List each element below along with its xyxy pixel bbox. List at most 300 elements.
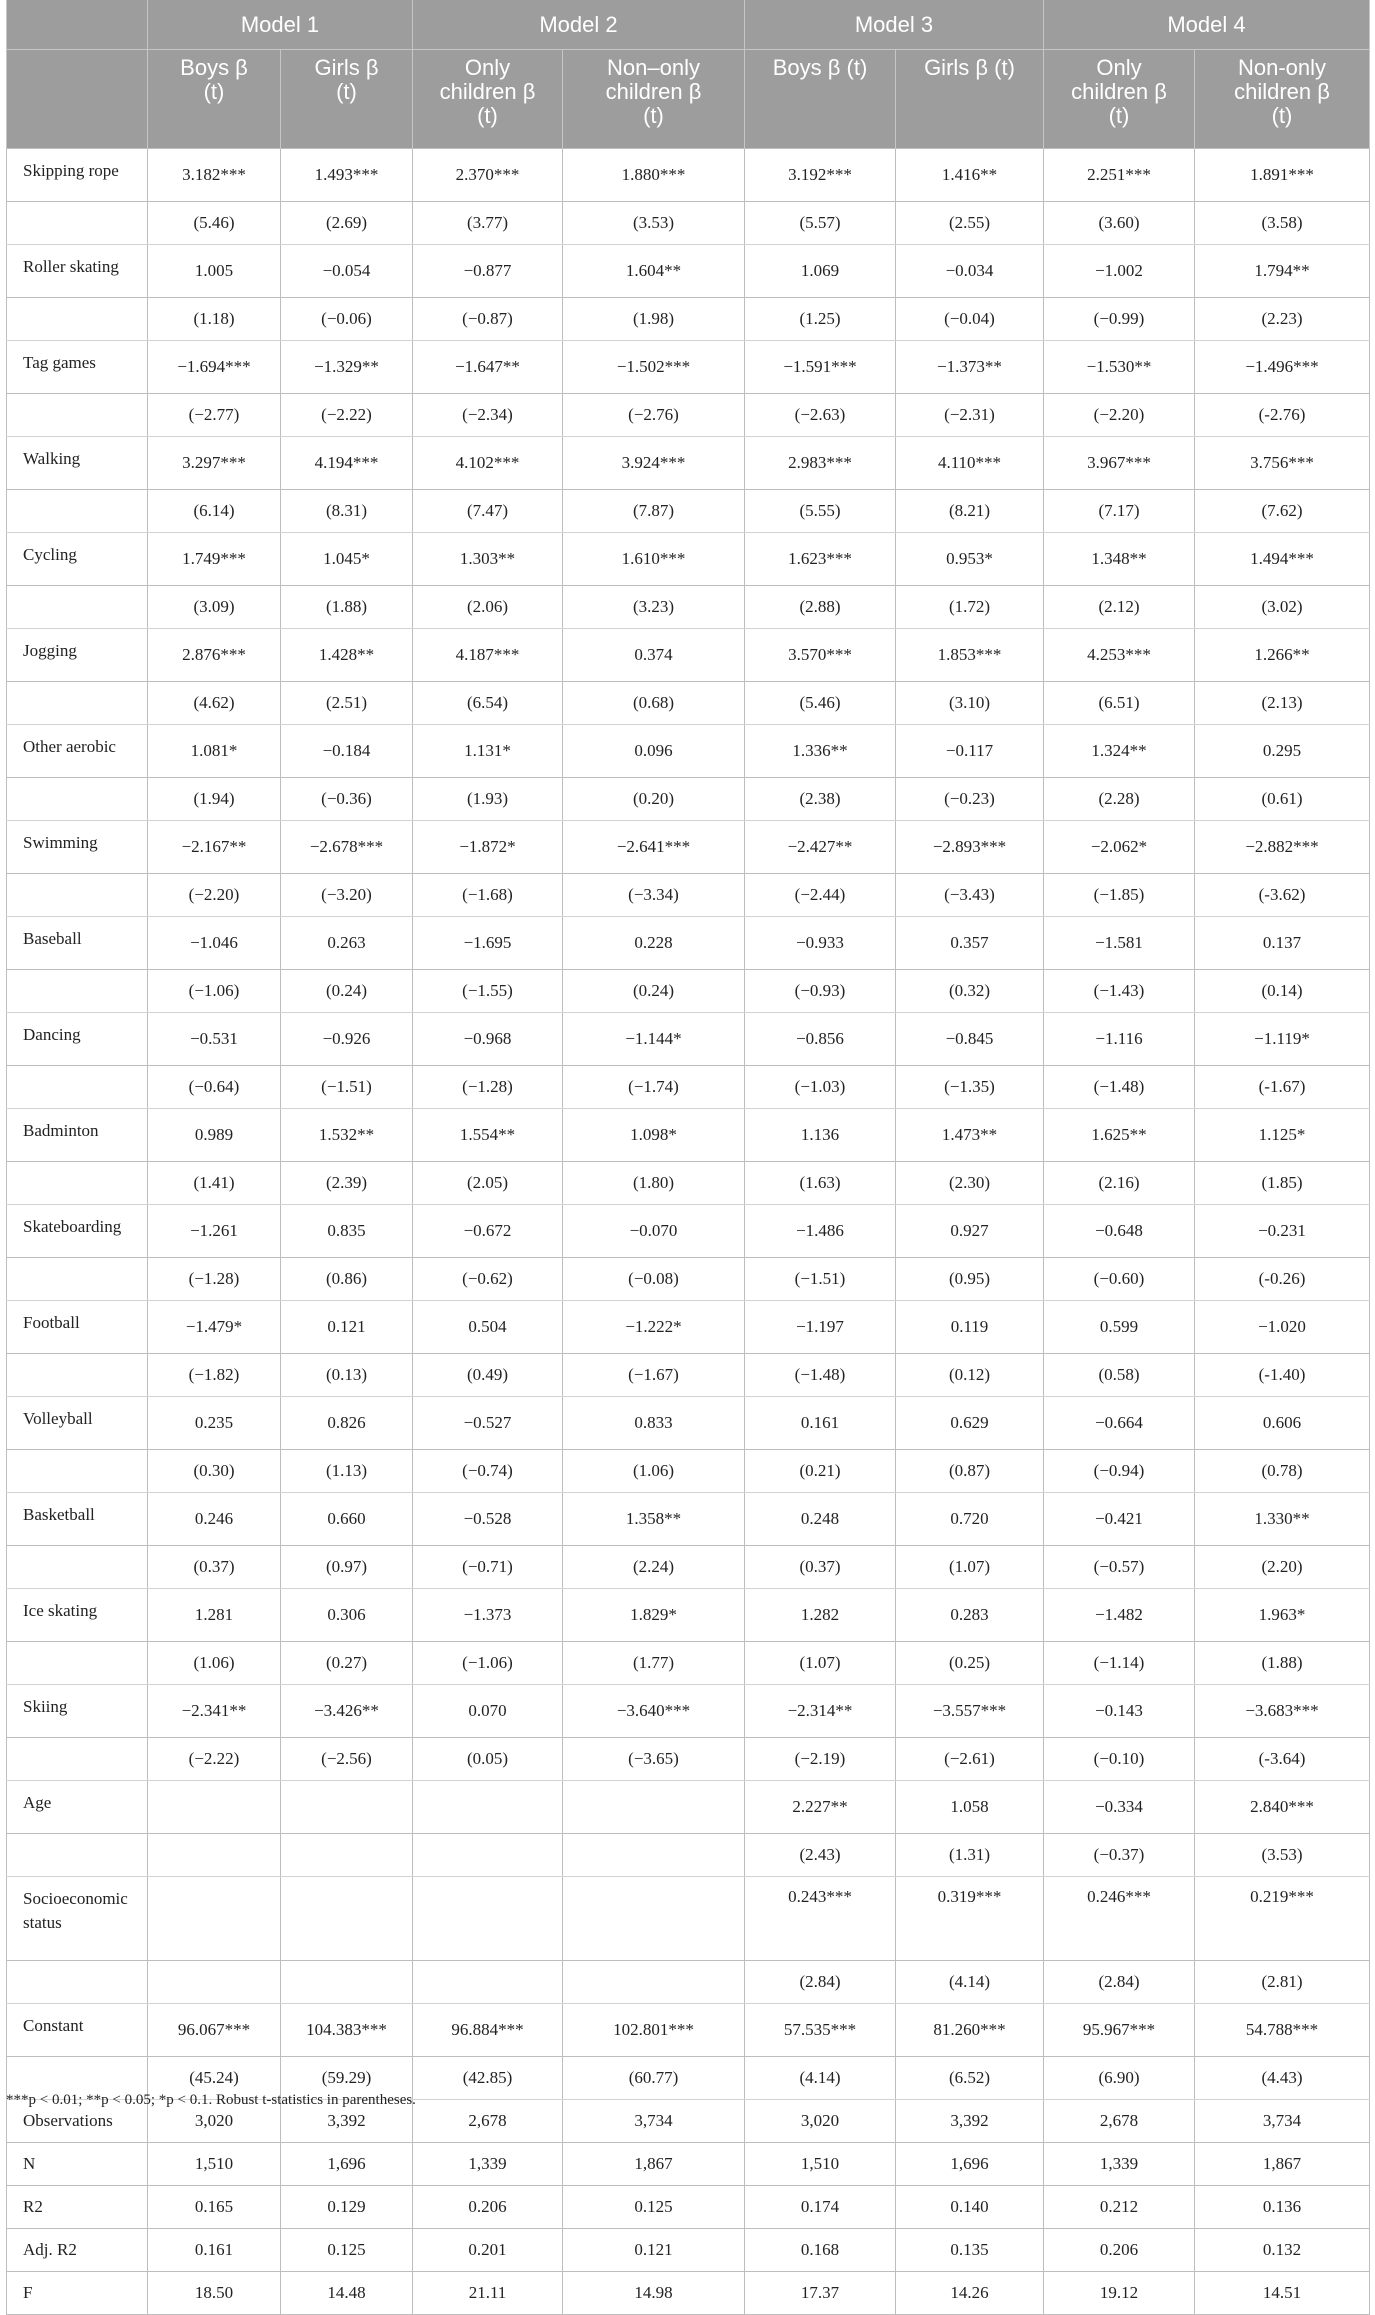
coefficient-cell: −2.314** <box>745 1685 896 1738</box>
t-stat-cell: (4.14) <box>896 1961 1044 2004</box>
coefficient-cell: 0.989 <box>148 1109 281 1162</box>
t-stat-cell: (1.07) <box>896 1546 1044 1589</box>
t-stat-cell: (−0.99) <box>1044 298 1195 341</box>
coefficient-cell: 1.266** <box>1195 629 1370 682</box>
coefficient-cell: −0.926 <box>281 1013 413 1066</box>
blank-cell <box>7 778 148 821</box>
blank-cell <box>7 1834 148 1877</box>
coefficient-cell <box>413 1877 563 1961</box>
stat-cell: 0.121 <box>563 2229 745 2272</box>
row-label: F <box>7 2272 148 2315</box>
coefficient-cell: −0.527 <box>413 1397 563 1450</box>
t-stat-cell: (−2.22) <box>281 394 413 437</box>
corner-cell <box>7 0 148 50</box>
coefficient-cell <box>563 1781 745 1834</box>
coefficient-cell: −2.882*** <box>1195 821 1370 874</box>
coefficient-cell: −1.046 <box>148 917 281 970</box>
coefficient-cell: −0.334 <box>1044 1781 1195 1834</box>
coefficient-cell: −0.231 <box>1195 1205 1370 1258</box>
blank-cell <box>7 1162 148 1205</box>
coefficient-cell <box>413 1781 563 1834</box>
t-stat-cell: (0.21) <box>745 1450 896 1493</box>
t-stat-cell: (−2.63) <box>745 394 896 437</box>
row-label: N <box>7 2143 148 2186</box>
t-stat-cell: (42.85) <box>413 2057 563 2100</box>
row-label: Age <box>7 1781 148 1834</box>
t-stat-row <box>7 1642 1370 1685</box>
t-stat-cell: (4.43) <box>1195 2057 1370 2100</box>
subheader-row <box>7 50 1370 149</box>
coefficient-cell: −1.261 <box>148 1205 281 1258</box>
coefficient-row <box>7 1685 1370 1738</box>
t-stat-cell: (2.38) <box>745 778 896 821</box>
blank-cell <box>7 298 148 341</box>
coefficient-cell: 1.125* <box>1195 1109 1370 1162</box>
t-stat-row <box>7 586 1370 629</box>
t-stat-cell: (3.53) <box>563 202 745 245</box>
coefficient-cell: −2.341** <box>148 1685 281 1738</box>
t-stat-cell: (0.95) <box>896 1258 1044 1301</box>
t-stat-cell: (0.05) <box>413 1738 563 1781</box>
coefficient-cell: −2.167** <box>148 821 281 874</box>
stat-cell: 21.11 <box>413 2272 563 2315</box>
stat-cell: 1,510 <box>148 2143 281 2186</box>
t-stat-cell: (3.23) <box>563 586 745 629</box>
coefficient-cell: 0.660 <box>281 1493 413 1546</box>
coefficient-cell: 0.235 <box>148 1397 281 1450</box>
t-stat-cell: (0.20) <box>563 778 745 821</box>
t-stat-cell: (7.47) <box>413 490 563 533</box>
coefficient-row <box>7 1205 1370 1258</box>
t-stat-cell: (6.52) <box>896 2057 1044 2100</box>
coefficient-cell: 1.131* <box>413 725 563 778</box>
t-stat-cell: (1.72) <box>896 586 1044 629</box>
coefficient-row <box>7 1493 1370 1546</box>
t-stat-row <box>7 970 1370 1013</box>
t-stat-cell: (2.23) <box>1195 298 1370 341</box>
t-stat-row <box>7 1450 1370 1493</box>
coefficient-cell: 1.829* <box>563 1589 745 1642</box>
model-3-header: Model 3 <box>745 0 1044 50</box>
coefficient-cell: 95.967*** <box>1044 2004 1195 2057</box>
t-stat-cell: (−1.14) <box>1044 1642 1195 1685</box>
t-stat-cell: (2.81) <box>1195 1961 1370 2004</box>
t-stat-row <box>7 394 1370 437</box>
t-stat-cell: (−1.28) <box>148 1258 281 1301</box>
t-stat-cell: (−1.28) <box>413 1066 563 1109</box>
t-stat-cell: (45.24) <box>148 2057 281 2100</box>
t-stat-cell: (−0.93) <box>745 970 896 1013</box>
stat-cell: 0.206 <box>413 2186 563 2229</box>
coefficient-cell: −0.531 <box>148 1013 281 1066</box>
coefficient-cell: −1.591*** <box>745 341 896 394</box>
coefficient-cell: −0.968 <box>413 1013 563 1066</box>
coefficient-cell: 1.416** <box>896 149 1044 202</box>
coefficient-cell: 1.098* <box>563 1109 745 1162</box>
blank-cell <box>7 1961 148 2004</box>
t-stat-cell <box>413 1961 563 2004</box>
coefficient-cell: 1.891*** <box>1195 149 1370 202</box>
coefficient-row <box>7 1397 1370 1450</box>
t-stat-cell: (1.07) <box>745 1642 896 1685</box>
coefficient-cell: 2.876*** <box>148 629 281 682</box>
coefficient-row <box>7 1109 1370 1162</box>
t-stat-cell: (0.68) <box>563 682 745 725</box>
t-stat-cell: (2.16) <box>1044 1162 1195 1205</box>
t-stat-cell: (2.51) <box>281 682 413 725</box>
blank-cell <box>7 394 148 437</box>
t-stat-cell: (5.57) <box>745 202 896 245</box>
coefficient-cell: −1.502*** <box>563 341 745 394</box>
t-stat-cell: (−0.57) <box>1044 1546 1195 1589</box>
blank-cell <box>7 1450 148 1493</box>
t-stat-cell: (2.55) <box>896 202 1044 245</box>
coefficient-cell <box>148 1781 281 1834</box>
row-label: Observations <box>7 2100 148 2143</box>
t-stat-cell: (1.06) <box>148 1642 281 1685</box>
stat-cell: 14.51 <box>1195 2272 1370 2315</box>
coefficient-cell: 1.428** <box>281 629 413 682</box>
coefficient-cell: −0.856 <box>745 1013 896 1066</box>
coefficient-cell: 3.297*** <box>148 437 281 490</box>
coefficient-cell: −2.427** <box>745 821 896 874</box>
t-stat-cell <box>413 1834 563 1877</box>
coefficient-cell: −2.678*** <box>281 821 413 874</box>
t-stat-cell: (3.58) <box>1195 202 1370 245</box>
coefficient-cell: 0.629 <box>896 1397 1044 1450</box>
coefficient-row <box>7 917 1370 970</box>
coefficient-row <box>7 437 1370 490</box>
row-label: Badminton <box>7 1109 148 1162</box>
stat-cell: 2,678 <box>1044 2100 1195 2143</box>
t-stat-cell: (60.77) <box>563 2057 745 2100</box>
stat-cell: 1,867 <box>563 2143 745 2186</box>
coefficient-cell: −1.020 <box>1195 1301 1370 1354</box>
stat-cell: 14.26 <box>896 2272 1044 2315</box>
t-stat-cell: (2.30) <box>896 1162 1044 1205</box>
row-label: R2 <box>7 2186 148 2229</box>
t-stat-cell: (7.87) <box>563 490 745 533</box>
coefficient-cell: 1.494*** <box>1195 533 1370 586</box>
coefficient-cell: −1.872* <box>413 821 563 874</box>
t-stat-cell: (0.24) <box>563 970 745 1013</box>
coefficient-cell: 3.924*** <box>563 437 745 490</box>
t-stat-cell: (−1.51) <box>745 1258 896 1301</box>
coefficient-cell: 0.306 <box>281 1589 413 1642</box>
coefficient-row <box>7 725 1370 778</box>
coefficient-cell: 1.554** <box>413 1109 563 1162</box>
subheader-cell: Non-only children β (t) <box>1195 50 1370 149</box>
coefficient-row <box>7 1781 1370 1834</box>
t-stat-row <box>7 298 1370 341</box>
t-stat-cell: (0.58) <box>1044 1354 1195 1397</box>
coefficient-cell: 1.330** <box>1195 1493 1370 1546</box>
t-stat-cell: (−2.61) <box>896 1738 1044 1781</box>
coefficient-cell: 4.187*** <box>413 629 563 682</box>
stat-row <box>7 2272 1370 2315</box>
stat-cell: 0.168 <box>745 2229 896 2272</box>
stat-cell: 1,510 <box>745 2143 896 2186</box>
stat-cell: 0.161 <box>148 2229 281 2272</box>
coefficient-cell: 0.137 <box>1195 917 1370 970</box>
t-stat-cell: (−0.64) <box>148 1066 281 1109</box>
coefficient-cell: 1.303** <box>413 533 563 586</box>
coefficient-cell: 102.801*** <box>563 2004 745 2057</box>
row-label: Skiing <box>7 1685 148 1738</box>
row-label: Dancing <box>7 1013 148 1066</box>
t-stat-cell: (−1.67) <box>563 1354 745 1397</box>
t-stat-row <box>7 1066 1370 1109</box>
t-stat-cell: (−3.65) <box>563 1738 745 1781</box>
t-stat-cell: (−0.94) <box>1044 1450 1195 1493</box>
t-stat-cell: (1.80) <box>563 1162 745 1205</box>
blank-cell <box>7 490 148 533</box>
t-stat-cell: (−2.20) <box>148 874 281 917</box>
coefficient-cell: 1.963* <box>1195 1589 1370 1642</box>
coefficient-cell: 57.535*** <box>745 2004 896 2057</box>
t-stat-cell: (0.32) <box>896 970 1044 1013</box>
stat-cell: 17.37 <box>745 2272 896 2315</box>
coefficient-cell: 1.625** <box>1044 1109 1195 1162</box>
stat-cell: 0.136 <box>1195 2186 1370 2229</box>
t-stat-cell: (-3.62) <box>1195 874 1370 917</box>
t-stat-cell: (−2.19) <box>745 1738 896 1781</box>
blank-cell <box>7 586 148 629</box>
row-label: Constant <box>7 2004 148 2057</box>
t-stat-cell: (−2.31) <box>896 394 1044 437</box>
coefficient-cell: 0.374 <box>563 629 745 682</box>
t-stat-cell: (2.28) <box>1044 778 1195 821</box>
t-stat-cell: (−2.22) <box>148 1738 281 1781</box>
t-stat-cell: (1.13) <box>281 1450 413 1493</box>
coefficient-cell: 1.282 <box>745 1589 896 1642</box>
coefficient-row <box>7 1301 1370 1354</box>
coefficient-cell: 2.370*** <box>413 149 563 202</box>
coefficient-cell: −0.143 <box>1044 1685 1195 1738</box>
coefficient-cell: 104.383*** <box>281 2004 413 2057</box>
stat-cell: 0.132 <box>1195 2229 1370 2272</box>
coefficient-cell: 0.283 <box>896 1589 1044 1642</box>
coefficient-cell: 1.493*** <box>281 149 413 202</box>
t-stat-cell <box>148 1961 281 2004</box>
coefficient-cell: 1.853*** <box>896 629 1044 682</box>
t-stat-cell: (−0.60) <box>1044 1258 1195 1301</box>
model-header-row <box>7 0 1370 50</box>
coefficient-cell: 0.243*** <box>745 1877 896 1961</box>
t-stat-row <box>7 778 1370 821</box>
coefficient-cell: 1.358** <box>563 1493 745 1546</box>
coefficient-cell: 0.835 <box>281 1205 413 1258</box>
coefficient-cell: −1.002 <box>1044 245 1195 298</box>
coefficient-row <box>7 629 1370 682</box>
t-stat-cell: (−1.06) <box>413 1642 563 1685</box>
subheader-cell: Only children β (t) <box>413 50 563 149</box>
t-stat-cell: (0.37) <box>148 1546 281 1589</box>
stat-cell: 0.206 <box>1044 2229 1195 2272</box>
t-stat-cell <box>563 1961 745 2004</box>
stat-cell: 0.125 <box>563 2186 745 2229</box>
table-footnote: ***p < 0.01; **p < 0.05; *p < 0.1. Robust t-statistics in parentheses. <box>6 2092 416 2108</box>
coefficient-cell: 96.067*** <box>148 2004 281 2057</box>
t-stat-row <box>7 1834 1370 1877</box>
coefficient-cell: −0.877 <box>413 245 563 298</box>
coefficient-cell: 0.606 <box>1195 1397 1370 1450</box>
coefficient-cell: −1.581 <box>1044 917 1195 970</box>
t-stat-row <box>7 202 1370 245</box>
coefficient-cell: 0.248 <box>745 1493 896 1546</box>
t-stat-cell: (−1.43) <box>1044 970 1195 1013</box>
coefficient-cell: 0.161 <box>745 1397 896 1450</box>
coefficient-cell: 2.251*** <box>1044 149 1195 202</box>
t-stat-cell: (−1.51) <box>281 1066 413 1109</box>
t-stat-cell: (1.98) <box>563 298 745 341</box>
t-stat-cell: (−1.68) <box>413 874 563 917</box>
t-stat-cell: (2.13) <box>1195 682 1370 725</box>
coefficient-cell: 0.070 <box>413 1685 563 1738</box>
t-stat-cell: (2.24) <box>563 1546 745 1589</box>
t-stat-cell: (−0.08) <box>563 1258 745 1301</box>
stat-cell: 3,734 <box>563 2100 745 2143</box>
t-stat-cell: (7.17) <box>1044 490 1195 533</box>
coefficient-cell: −1.144* <box>563 1013 745 1066</box>
row-label: Skateboarding <box>7 1205 148 1258</box>
row-label: Cycling <box>7 533 148 586</box>
stat-cell: 0.212 <box>1044 2186 1195 2229</box>
t-stat-row <box>7 1162 1370 1205</box>
stat-cell: 3,020 <box>745 2100 896 2143</box>
stat-cell: 0.129 <box>281 2186 413 2229</box>
coefficient-cell: −3.557*** <box>896 1685 1044 1738</box>
coefficient-cell: 0.246 <box>148 1493 281 1546</box>
stat-cell: 3,392 <box>896 2100 1044 2143</box>
t-stat-cell: (1.88) <box>1195 1642 1370 1685</box>
t-stat-cell: (3.53) <box>1195 1834 1370 1877</box>
coefficient-row <box>7 821 1370 874</box>
stat-cell: 14.48 <box>281 2272 413 2315</box>
t-stat-cell: (59.29) <box>281 2057 413 2100</box>
coefficient-cell: 1.081* <box>148 725 281 778</box>
t-stat-cell: (-1.67) <box>1195 1066 1370 1109</box>
row-label: Walking <box>7 437 148 490</box>
t-stat-cell <box>281 1834 413 1877</box>
stat-cell: 19.12 <box>1044 2272 1195 2315</box>
coefficient-cell: −0.672 <box>413 1205 563 1258</box>
coefficient-cell: −0.933 <box>745 917 896 970</box>
stat-cell: 3,392 <box>281 2100 413 2143</box>
coefficient-cell: −1.197 <box>745 1301 896 1354</box>
t-stat-cell: (−2.34) <box>413 394 563 437</box>
model-4-header: Model 4 <box>1044 0 1370 50</box>
coefficient-cell: 1.281 <box>148 1589 281 1642</box>
t-stat-cell: (8.21) <box>896 490 1044 533</box>
coefficient-cell: 2.227** <box>745 1781 896 1834</box>
coefficient-cell: −2.641*** <box>563 821 745 874</box>
stat-cell: 0.174 <box>745 2186 896 2229</box>
stat-cell: 1,696 <box>281 2143 413 2186</box>
coefficient-cell: 0.121 <box>281 1301 413 1354</box>
t-stat-cell: (0.13) <box>281 1354 413 1397</box>
row-label: Ice skating <box>7 1589 148 1642</box>
coefficient-cell: −0.845 <box>896 1013 1044 1066</box>
coefficient-cell: 1.069 <box>745 245 896 298</box>
t-stat-cell: (-2.76) <box>1195 394 1370 437</box>
row-label: Tag games <box>7 341 148 394</box>
t-stat-cell: (0.12) <box>896 1354 1044 1397</box>
subheader-cell: Girls β (t) <box>896 50 1044 149</box>
blank-cell <box>7 1354 148 1397</box>
t-stat-cell: (1.88) <box>281 586 413 629</box>
t-stat-cell: (0.97) <box>281 1546 413 1589</box>
t-stat-cell: (2.06) <box>413 586 563 629</box>
t-stat-cell: (−2.20) <box>1044 394 1195 437</box>
coefficient-cell: −1.329** <box>281 341 413 394</box>
row-label: Baseball <box>7 917 148 970</box>
coefficient-cell: −1.373 <box>413 1589 563 1642</box>
t-stat-cell: (−0.23) <box>896 778 1044 821</box>
stat-cell: 0.165 <box>148 2186 281 2229</box>
coefficient-cell: 0.953* <box>896 533 1044 586</box>
t-stat-cell: (1.77) <box>563 1642 745 1685</box>
t-stat-cell <box>281 1961 413 2004</box>
t-stat-cell: (6.14) <box>148 490 281 533</box>
subheader-cell: Only children β (t) <box>1044 50 1195 149</box>
coefficient-row <box>7 1877 1370 1961</box>
stat-row <box>7 2229 1370 2272</box>
t-stat-cell: (−0.04) <box>896 298 1044 341</box>
coefficient-cell: 0.927 <box>896 1205 1044 1258</box>
t-stat-cell: (1.63) <box>745 1162 896 1205</box>
row-label: Roller skating <box>7 245 148 298</box>
t-stat-cell: (−1.85) <box>1044 874 1195 917</box>
t-stat-cell: (1.93) <box>413 778 563 821</box>
coefficient-cell: 4.194*** <box>281 437 413 490</box>
coefficient-cell: 81.260*** <box>896 2004 1044 2057</box>
table-body <box>7 149 1370 2315</box>
t-stat-cell: (−3.20) <box>281 874 413 917</box>
t-stat-row <box>7 1354 1370 1397</box>
coefficient-cell: 0.319*** <box>896 1877 1044 1961</box>
blank-cell <box>7 1066 148 1109</box>
t-stat-cell: (−0.74) <box>413 1450 563 1493</box>
coefficient-cell: 1.324** <box>1044 725 1195 778</box>
t-stat-cell: (4.14) <box>745 2057 896 2100</box>
t-stat-cell: (5.55) <box>745 490 896 533</box>
t-stat-cell: (−0.37) <box>1044 1834 1195 1877</box>
t-stat-cell: (0.14) <box>1195 970 1370 1013</box>
coefficient-cell: −0.034 <box>896 245 1044 298</box>
stat-cell: 3,020 <box>148 2100 281 2143</box>
t-stat-cell: (3.09) <box>148 586 281 629</box>
t-stat-cell: (2.84) <box>745 1961 896 2004</box>
blank-cell <box>7 874 148 917</box>
row-label: Volleyball <box>7 1397 148 1450</box>
t-stat-cell: (-3.64) <box>1195 1738 1370 1781</box>
t-stat-cell: (−0.71) <box>413 1546 563 1589</box>
coefficient-cell: 3.182*** <box>148 149 281 202</box>
stat-cell: 1,696 <box>896 2143 1044 2186</box>
coefficient-cell: 3.756*** <box>1195 437 1370 490</box>
stat-row <box>7 2143 1370 2186</box>
t-stat-row <box>7 1546 1370 1589</box>
stat-cell: 1,339 <box>413 2143 563 2186</box>
t-stat-cell: (−1.74) <box>563 1066 745 1109</box>
t-stat-cell: (0.87) <box>896 1450 1044 1493</box>
coefficient-row <box>7 149 1370 202</box>
stat-cell: 3,734 <box>1195 2100 1370 2143</box>
blank-cell <box>7 1258 148 1301</box>
t-stat-cell: (−0.10) <box>1044 1738 1195 1781</box>
t-stat-row <box>7 874 1370 917</box>
